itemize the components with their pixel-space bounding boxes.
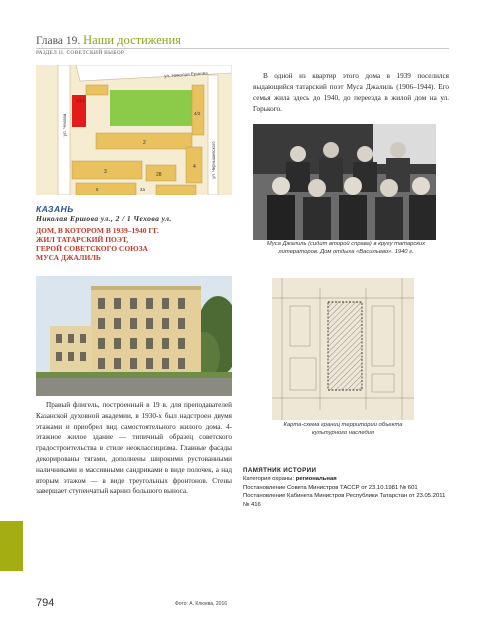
map-label-2a: 2а (140, 187, 145, 192)
chapter-side-tab (0, 521, 23, 571)
plan-caption: Карта-схема границ территории объекта культурного наследия (283, 422, 403, 436)
city-name: КАЗАНЬ (36, 204, 74, 214)
object-title-line-1: ДОМ, В КОТОРОМ В 1939–1940 ГГ. (36, 226, 159, 235)
group-photo (253, 124, 436, 240)
map-label-2: 2 (143, 140, 146, 146)
monument-info (243, 467, 453, 509)
monument-heading: ПАМЯТНИК ИСТОРИИ (243, 467, 317, 474)
map-label-28: 28 (156, 172, 162, 178)
group-photo-drawing (253, 124, 436, 240)
object-title (36, 226, 236, 262)
monument-category-label: Категория охраны: (243, 476, 295, 483)
chapter-name: Наши достижения (83, 33, 181, 47)
header-rule (36, 48, 449, 49)
address: Николая Ершова ул., 2 / 1 Чехова ул. (36, 214, 172, 223)
object-title-line-2: ЖИЛ ТАТАРСКИЙ ПОЭТ, (36, 235, 129, 244)
map-label-4-2: 4/2 (194, 111, 201, 116)
monument-category (243, 475, 453, 483)
building-photo-drawing (36, 276, 232, 396)
building-photo (36, 276, 232, 396)
description-paragraph: Правый флигель, построенный в 19 в. для преподавателей Казанской духовной академии, в 1930-х был надстроен двумя этажами и приобрел вид самостоятельного жилого дома. 4-этажное жилое здание — типичный образец советского градостроительства в стиле неоклассицизма. Главные фасады декорированы тягами, дополнены широкими рустованными наличниками и массивными сандриками в виде полочек, а над вторым этажом — в виде треугольных фронтонов. Стены завершает ступенчатый карниз большого выноса. (36, 401, 232, 496)
map-label-1a: 1/1а (76, 98, 85, 103)
map-park (110, 90, 192, 126)
chapter-number: Глава 19. (36, 35, 81, 47)
boundary-plan (272, 278, 414, 420)
monument-category-value: региональная (295, 476, 337, 483)
map-street-top-label: ул. Николая Ершова (163, 70, 208, 79)
group-photo-caption: Муса Джалиль (сидит второй справа) в кругу татарских литераторов. Дом отдыха «Васильево». 1940 г. (266, 241, 426, 255)
intro-paragraph: В одной из квартир этого дома в 1939 поселился выдающийся татарский поэт Муса Джалиль (1906–1944). Его семья жила здесь до 1940, до переезда в жилой дом на ул. Горького. (253, 72, 449, 113)
section-label: РАЗДЕЛ II. СОВЕТСКИЙ ВЫБОР (36, 50, 125, 56)
map-label-5: 5 (96, 187, 99, 192)
photo-credit: Фото: А. Клюева, 2016 (175, 601, 228, 607)
object-title-line-3: ГЕРОЙ СОВЕТСКОГО СОЮЗА (36, 244, 148, 253)
page-number: 794 (36, 597, 55, 609)
monument-decree-2: Постановление Кабинета Министров Республики Татарстан от 23.05.2011 № 416 (243, 493, 446, 508)
map-street-right-label: ул. Чернышевского (211, 141, 216, 179)
map-label-3: 3 (104, 169, 107, 175)
chapter-header (36, 33, 181, 48)
map-label-4: 4 (193, 164, 196, 170)
map-drawing (36, 65, 232, 195)
map-street-left-label: ул. Чехова (62, 113, 67, 137)
object-title-line-4: МУСА ДЖАЛИЛЬ (36, 253, 101, 262)
monument-decree-1: Постановление Совета Министров ТАССР от 23.10.1981 № 601 (243, 484, 418, 491)
boundary-plan-drawing (272, 278, 414, 420)
location-map (36, 65, 232, 195)
